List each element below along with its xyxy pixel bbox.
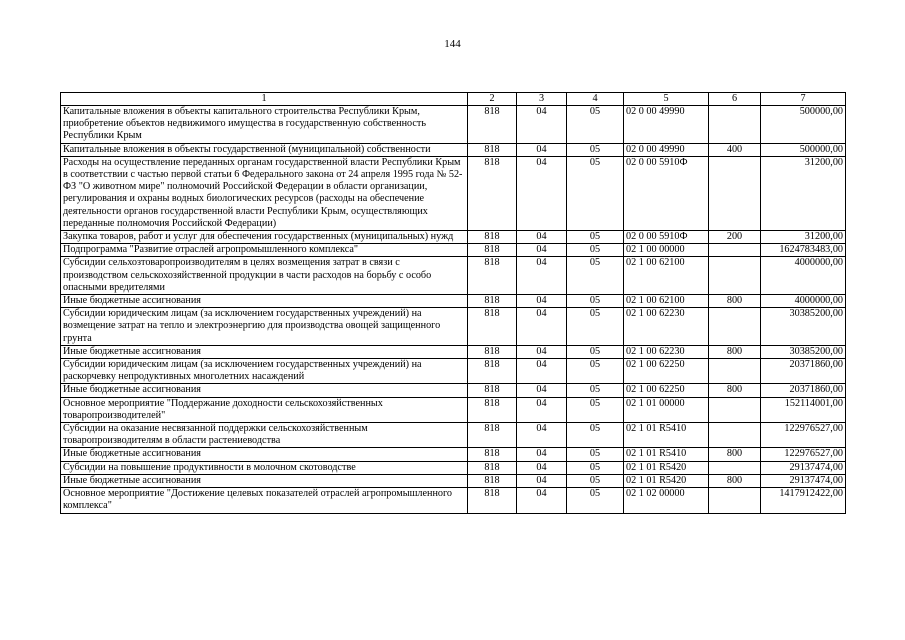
row-amount: 1417912422,00 <box>761 488 846 513</box>
table-row <box>61 461 846 474</box>
row-amount: 29137474,00 <box>761 474 846 487</box>
row-subsection: 05 <box>567 156 624 230</box>
row-section: 04 <box>517 423 567 448</box>
table-row <box>61 106 846 144</box>
row-subsection: 05 <box>567 397 624 422</box>
row-section: 04 <box>517 143 567 156</box>
row-expense-type: 800 <box>709 448 761 461</box>
row-subsection: 05 <box>567 143 624 156</box>
row-subsection: 05 <box>567 295 624 308</box>
table-row <box>61 257 846 295</box>
row-expense-type <box>709 156 761 230</box>
row-amount: 1624783483,00 <box>761 244 846 257</box>
table-row <box>61 474 846 487</box>
row-description: Субсидии юридическим лицам (за исключением государственных учреждений) на возмещение затрат на тепло и электроэнергию для производства овощей защищенного грунта <box>61 308 468 346</box>
row-amount: 152114001,00 <box>761 397 846 422</box>
row-target-article: 02 1 01 00000 <box>624 397 709 422</box>
row-admin-code: 818 <box>468 257 517 295</box>
table-row <box>61 244 846 257</box>
row-amount: 500000,00 <box>761 143 846 156</box>
row-description: Иные бюджетные ассигнования <box>61 474 468 487</box>
row-subsection: 05 <box>567 106 624 144</box>
row-target-article: 02 1 00 62250 <box>624 384 709 397</box>
row-description: Иные бюджетные ассигнования <box>61 384 468 397</box>
column-header: 3 <box>517 93 567 106</box>
page-number: 144 <box>444 38 461 50</box>
row-target-article: 02 0 00 5910Ф <box>624 231 709 244</box>
row-subsection: 05 <box>567 257 624 295</box>
row-target-article: 02 1 01 R5420 <box>624 461 709 474</box>
row-target-article: 02 0 00 49990 <box>624 143 709 156</box>
table-row <box>61 397 846 422</box>
row-expense-type: 800 <box>709 384 761 397</box>
row-description: Капитальные вложения в объекты государственной (муниципальной) собственности <box>61 143 468 156</box>
row-expense-type: 200 <box>709 231 761 244</box>
row-description: Основное мероприятие "Достижение целевых показателей отраслей агропромышленного комплекса" <box>61 488 468 513</box>
row-amount: 20371860,00 <box>761 384 846 397</box>
row-expense-type <box>709 244 761 257</box>
row-target-article: 02 1 00 62230 <box>624 345 709 358</box>
column-header: 6 <box>709 93 761 106</box>
row-target-article: 02 1 00 62250 <box>624 359 709 384</box>
row-expense-type <box>709 308 761 346</box>
row-subsection: 05 <box>567 474 624 487</box>
row-admin-code: 818 <box>468 448 517 461</box>
row-expense-type <box>709 488 761 513</box>
row-section: 04 <box>517 106 567 144</box>
row-target-article: 02 1 00 62100 <box>624 257 709 295</box>
table-body <box>61 106 846 514</box>
row-target-article: 02 1 00 00000 <box>624 244 709 257</box>
table-row <box>61 231 846 244</box>
row-target-article: 02 1 02 00000 <box>624 488 709 513</box>
table-row <box>61 156 846 230</box>
table-row <box>61 359 846 384</box>
column-header: 2 <box>468 93 517 106</box>
row-expense-type <box>709 359 761 384</box>
row-description: Расходы на осуществление переданных органам государственной власти Республики Крым в соответствии с частью первой статьи 6 Федерального закона от 24 апреля 1995 года № 52-ФЗ "О животном мире" полномочий Российской Федерации в области организации, регулирования и охраны водных биологических ресурсов (расходы на обеспечение деятельности органов государственной власти Республики Крым, осуществляющих переданные полномочия Российской Федерации) <box>61 156 468 230</box>
column-header: 1 <box>61 93 468 106</box>
row-subsection: 05 <box>567 423 624 448</box>
table-row <box>61 423 846 448</box>
row-subsection: 05 <box>567 488 624 513</box>
row-target-article: 02 0 00 49990 <box>624 106 709 144</box>
row-amount: 122976527,00 <box>761 423 846 448</box>
row-subsection: 05 <box>567 231 624 244</box>
row-description: Основное мероприятие "Поддержание доходности сельскохозяйственных товаропроизводителей" <box>61 397 468 422</box>
row-admin-code: 818 <box>468 384 517 397</box>
row-admin-code: 818 <box>468 143 517 156</box>
row-target-article: 02 0 00 5910Ф <box>624 156 709 230</box>
row-amount: 4000000,00 <box>761 295 846 308</box>
row-section: 04 <box>517 384 567 397</box>
row-amount: 30385200,00 <box>761 308 846 346</box>
budget-table <box>60 92 846 514</box>
row-admin-code: 818 <box>468 423 517 448</box>
row-expense-type: 800 <box>709 295 761 308</box>
row-amount: 31200,00 <box>761 231 846 244</box>
row-admin-code: 818 <box>468 359 517 384</box>
row-admin-code: 818 <box>468 308 517 346</box>
row-amount: 500000,00 <box>761 106 846 144</box>
table-row <box>61 448 846 461</box>
row-admin-code: 818 <box>468 106 517 144</box>
column-header: 4 <box>567 93 624 106</box>
row-amount: 122976527,00 <box>761 448 846 461</box>
header-row <box>61 93 846 106</box>
row-section: 04 <box>517 397 567 422</box>
row-amount: 20371860,00 <box>761 359 846 384</box>
row-description: Иные бюджетные ассигнования <box>61 295 468 308</box>
row-target-article: 02 1 01 R5410 <box>624 423 709 448</box>
row-target-article: 02 1 01 R5420 <box>624 474 709 487</box>
column-header: 5 <box>624 93 709 106</box>
row-target-article: 02 1 00 62100 <box>624 295 709 308</box>
column-header: 7 <box>761 93 846 106</box>
row-description: Субсидии юридическим лицам (за исключением государственных учреждений) на раскорчевку непродуктивных многолетних насаждений <box>61 359 468 384</box>
row-description: Капитальные вложения в объекты капитального строительства Республики Крым, приобретение объектов недвижимого имущества в государственную собственность Республики Крым <box>61 106 468 144</box>
row-subsection: 05 <box>567 359 624 384</box>
row-section: 04 <box>517 257 567 295</box>
row-expense-type: 800 <box>709 474 761 487</box>
table-row <box>61 345 846 358</box>
row-description: Иные бюджетные ассигнования <box>61 448 468 461</box>
row-subsection: 05 <box>567 461 624 474</box>
row-amount: 31200,00 <box>761 156 846 230</box>
row-expense-type: 400 <box>709 143 761 156</box>
row-description: Субсидии на оказание несвязанной поддержки сельскохозяйственным товаропроизводителям в области растениеводства <box>61 423 468 448</box>
row-admin-code: 818 <box>468 474 517 487</box>
row-description: Закупка товаров, работ и услуг для обеспечения государственных (муниципальных) нужд <box>61 231 468 244</box>
row-expense-type: 800 <box>709 345 761 358</box>
row-expense-type <box>709 461 761 474</box>
row-subsection: 05 <box>567 384 624 397</box>
table-row <box>61 488 846 513</box>
row-expense-type <box>709 257 761 295</box>
row-admin-code: 818 <box>468 345 517 358</box>
row-expense-type <box>709 423 761 448</box>
row-admin-code: 818 <box>468 295 517 308</box>
row-admin-code: 818 <box>468 397 517 422</box>
row-description: Субсидии на повышение продуктивности в молочном скотоводстве <box>61 461 468 474</box>
row-section: 04 <box>517 156 567 230</box>
row-description: Субсидии сельхозтоваропроизводителям в целях возмещения затрат в связи с производством сельскохозяйственной продукции в части расходов на борьбу с особо опасными вредителями <box>61 257 468 295</box>
row-admin-code: 818 <box>468 156 517 230</box>
row-amount: 30385200,00 <box>761 345 846 358</box>
row-section: 04 <box>517 308 567 346</box>
row-section: 04 <box>517 488 567 513</box>
row-amount: 29137474,00 <box>761 461 846 474</box>
row-subsection: 05 <box>567 244 624 257</box>
row-subsection: 05 <box>567 345 624 358</box>
row-section: 04 <box>517 244 567 257</box>
row-section: 04 <box>517 359 567 384</box>
row-description: Подпрограмма "Развитие отраслей агропромышленного комплекса" <box>61 244 468 257</box>
row-target-article: 02 1 01 R5410 <box>624 448 709 461</box>
row-description: Иные бюджетные ассигнования <box>61 345 468 358</box>
table-row <box>61 384 846 397</box>
row-subsection: 05 <box>567 448 624 461</box>
row-admin-code: 818 <box>468 231 517 244</box>
row-admin-code: 818 <box>468 244 517 257</box>
row-admin-code: 818 <box>468 461 517 474</box>
table-row <box>61 295 846 308</box>
row-expense-type <box>709 106 761 144</box>
table-row <box>61 308 846 346</box>
row-target-article: 02 1 00 62230 <box>624 308 709 346</box>
row-amount: 4000000,00 <box>761 257 846 295</box>
row-subsection: 05 <box>567 308 624 346</box>
table-row <box>61 143 846 156</box>
row-expense-type <box>709 397 761 422</box>
row-section: 04 <box>517 474 567 487</box>
row-section: 04 <box>517 448 567 461</box>
row-section: 04 <box>517 295 567 308</box>
row-admin-code: 818 <box>468 488 517 513</box>
row-section: 04 <box>517 345 567 358</box>
row-section: 04 <box>517 461 567 474</box>
row-section: 04 <box>517 231 567 244</box>
